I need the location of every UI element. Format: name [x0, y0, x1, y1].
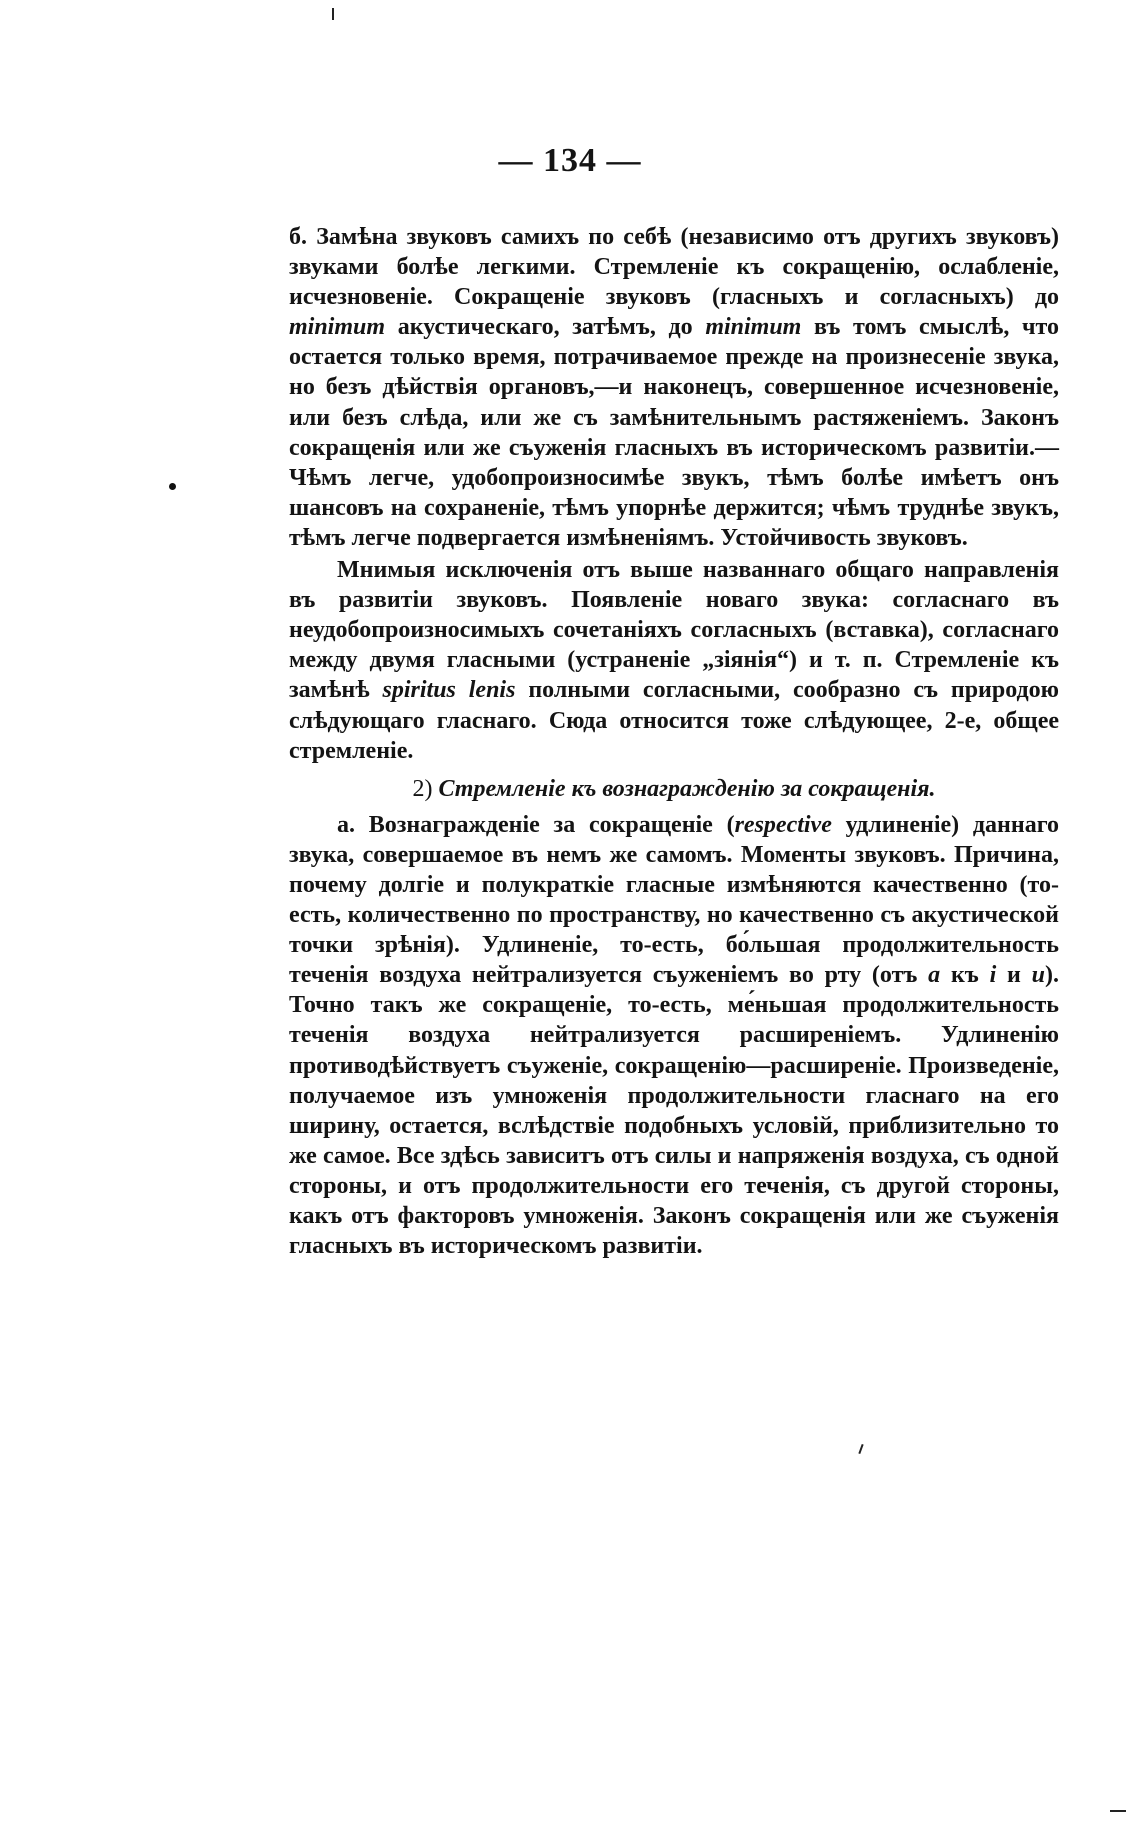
section-a-text-2: удлиненіе) даннаго звука, совершаемое въ немъ же самомъ. Моменты звуковъ. Причина, почему долгіе и полукраткіе гласные измѣняются качественно (то-есть, количественно по пространству, но качественно съ акустической точки зрѣнія). Удлиненіе, то-есть, бо́льшая продолжительность теченія воздуха нейтрализуется съуженіемъ во рту (отъ — [289, 811, 1059, 989]
scan-artifact-mark — [1110, 1810, 1126, 1812]
term-minimum-1: minimum — [289, 314, 386, 341]
term-spiritus-lenis: spiritus lenis — [382, 677, 516, 704]
page-number: — 134 — — [498, 142, 642, 179]
margin-ink-dot — [169, 483, 176, 490]
paragraph-section-a — [289, 810, 1059, 1261]
section-a-text-5: ). Точно такъ же сокращеніе, то-есть, ме́ньшая продолжительность теченія воздуха нейтрализуется расширеніемъ. Удлиненію противодѣйствуетъ съуженіе, сокращенію—расширеніе. Произведеніе, получаемое изъ умноженія продолжительности гласнаго на его ширину, остается, вслѣдствіе подобныхъ условій, приблизительно то же самое. Все здѣсь зависитъ отъ силы и напряженія воздуха, съ одной стороны, и отъ продолжительности его теченія, съ другой стороны, какъ отъ факторовъ умноженія. Законъ сокращенія или же съуженія гласныхъ въ историческомъ развитіи. — [289, 962, 1060, 1260]
vowel-i: i — [989, 962, 997, 989]
exceptions-text-1: Мнимыя исключенія отъ выше названнаго общаго направленія въ развитіи звуковъ. Появленіе новаго звука: согласнаго въ неудобопроизносимыхъ сочетаніяхъ согласныхъ (вставка), согласнаго между двумя гласными (устраненіе „зіянія“) и т. п. Стремленіе къ замѣнѣ — [289, 557, 1059, 704]
paragraph-section-b — [289, 222, 1059, 553]
section-a-text-3: къ — [940, 962, 990, 989]
heading-2-title: Стремленіе къ вознагражденію за сокращенія. — [438, 775, 936, 802]
heading-2-number: 2) — [412, 775, 433, 802]
exceptions-text-2: полными согласными, сообразно съ природою слѣдующаго гласнаго. Сюда относится тоже слѣдующее, 2-е, общее стремленіе. — [289, 677, 1060, 764]
term-minimum-2: minimum — [705, 314, 802, 341]
term-respective: respective — [734, 811, 832, 838]
text-column — [289, 222, 1059, 1261]
scan-artifact-mark — [332, 8, 334, 20]
section-a-text-1: а. Вознагражденіе за сокращеніе ( — [337, 811, 735, 838]
vowel-u: u — [1031, 962, 1046, 989]
paragraph-exceptions — [289, 555, 1059, 766]
section-heading-2 — [289, 774, 1059, 804]
section-b-lead: б. — [289, 224, 307, 250]
section-b-text-3: въ томъ смыслѣ, что остается только время, потрачиваемое прежде на произнесеніе звука, но безъ дѣйствія органовъ,—и наконецъ, совершенное исчезновеніе, или безъ слѣда, или же съ замѣнительнымъ растяженіемъ. Законъ сокращенія или же съуженія гласныхъ въ историческомъ развитіи.—Чѣмъ легче, удобопроизносимѣе звукъ, тѣмъ болѣе имѣетъ онъ шансовъ на сохраненіе, тѣмъ упорнѣе держится; чѣмъ труднѣе звукъ, тѣмъ легче подвергается измѣненіямъ. Устойчивость звуковъ. — [289, 314, 1059, 551]
scan-artifact-mark — [858, 1444, 863, 1454]
section-b-text-1: Замѣна звуковъ самихъ по себѣ (независимо отъ другихъ звуковъ) звуками болѣе легкими. Стремленіе къ сокращенію, ослабленіе, исчезновеніе. Сокращеніе звуковъ (гласныхъ и согласныхъ) до — [289, 224, 1059, 311]
section-b-text-2: акустическаго, затѣмъ, до — [385, 314, 706, 341]
section-a-text-4: и — [996, 962, 1032, 989]
vowel-a: a — [928, 962, 941, 989]
